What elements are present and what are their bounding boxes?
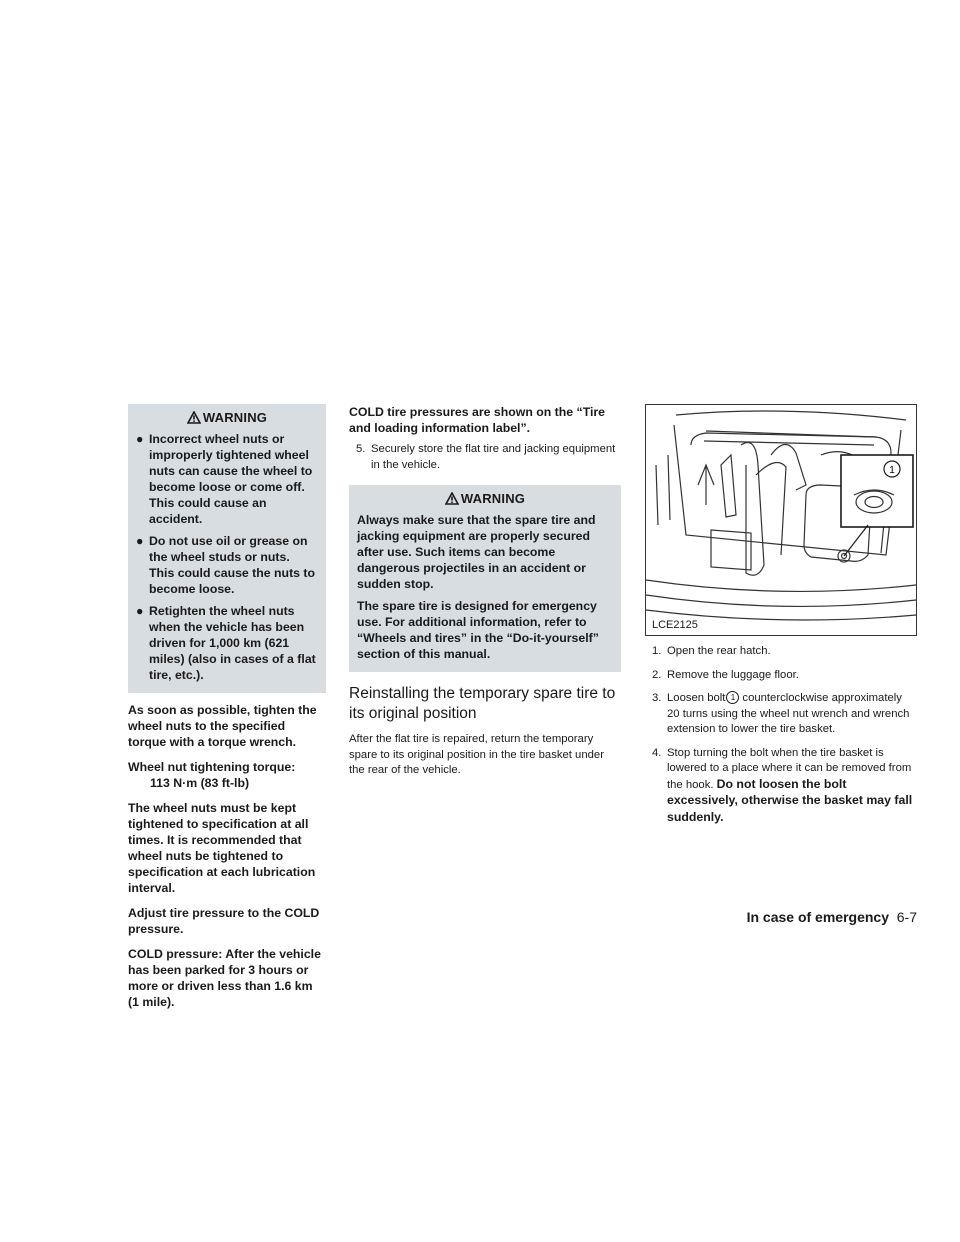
- warning-heading: [357, 485, 613, 512]
- step-list: [645, 644, 917, 826]
- column-left: [128, 404, 326, 1010]
- warning-triangle-icon: [187, 411, 201, 424]
- section-heading: Reinstalling the temporary spare tire to its original position: [349, 685, 616, 722]
- paragraph-cold-pressure: COLD pressure: After the vehicle has been parked for 3 hours or more or driven less than 1.6 km (1 mile).: [128, 947, 321, 1009]
- paragraph-tighten-nuts: As soon as possible, tighten the wheel nuts to the specified torque with a torque wrench.: [128, 703, 317, 749]
- warning-triangle-icon: [445, 492, 459, 505]
- figure-code: LCE2125: [652, 619, 698, 631]
- luggage-area-drawing: [646, 405, 916, 635]
- paragraph-cold-label: COLD tire pressures are shown on the “Tire and loading information label”.: [349, 405, 606, 435]
- step-item: 3. Loosen bolt 1 counterclockwise approximately 20 turns using the wheel nut wrench and wrench extension to lower the tire basket.: [652, 692, 910, 735]
- bullet-icon: ●: [136, 604, 144, 618]
- warning-text: The spare tire is designed for emergency use. For additional information, refer to “Wheels and tires” in the “Do-it-yourself” section of this manual.: [357, 599, 599, 661]
- warning-box: [128, 404, 326, 693]
- torque-value: 113 N·m (83 ft-lb): [150, 776, 250, 790]
- step-item: 1. Open the rear hatch.: [652, 645, 771, 657]
- callout-1-icon: 1: [726, 691, 739, 704]
- step-item: 4. Stop turning the bolt when the tire basket is lowered to a place where it can be removed from the hook. Do not loosen the bolt excessively, otherwise the basket may fall suddenly.: [652, 746, 913, 824]
- warning-bullet-list: [136, 431, 318, 683]
- warning-bullet: ● Do not use oil or grease on the wheel studs or nuts. This could cause the nuts to become loose.: [136, 534, 316, 596]
- paragraph-adjust-pressure: Adjust tire pressure to the COLD pressure.: [128, 906, 320, 936]
- warning-box: [349, 485, 621, 672]
- callout-number: 1: [889, 465, 895, 476]
- warning-heading-text: WARNING: [460, 491, 526, 506]
- column-middle: [349, 404, 621, 779]
- step-item: 5. Securely store the flat tire and jacking equipment in the vehicle.: [356, 443, 616, 471]
- warning-heading: [136, 404, 318, 431]
- bullet-icon: ●: [136, 432, 144, 446]
- paragraph-reinstall-intro: After the flat tire is repaired, return the temporary spare to its original position in the tire basket under the rear of the vehicle.: [349, 733, 604, 776]
- warning-heading-text: WARNING: [202, 410, 268, 425]
- paragraph-keep-tightened: The wheel nuts must be kept tightened to specification at all times. It is recommended that wheel nuts be tightened to specification at each lubrication interval.: [128, 801, 316, 895]
- bullet-icon: ●: [136, 534, 144, 548]
- column-right: [645, 404, 917, 834]
- warning-text: Always make sure that the spare tire and jacking equipment are properly secured after use. Such items can become dangerous projectiles in an accident or sudden stop.: [357, 513, 596, 591]
- step-item: 2. Remove the luggage floor.: [652, 668, 799, 681]
- warning-bullet: ● Incorrect wheel nuts or improperly tightened wheel nuts can cause the wheel to become loose or come off. This could cause an accident.: [136, 432, 313, 526]
- page-footer: [693, 909, 917, 925]
- spare-tire-illustration: [645, 404, 917, 636]
- torque-label: Wheel nut tightening torque:: [128, 760, 296, 774]
- page-number: 6-7: [896, 909, 917, 925]
- step-list-continued: [349, 442, 621, 473]
- section-title: In case of emergency: [746, 909, 889, 925]
- warning-bullet: ● Retighten the wheel nuts when the vehicle has been driven for 1,000 km (621 miles) (also in cases of a flat tire, etc.).: [136, 604, 316, 682]
